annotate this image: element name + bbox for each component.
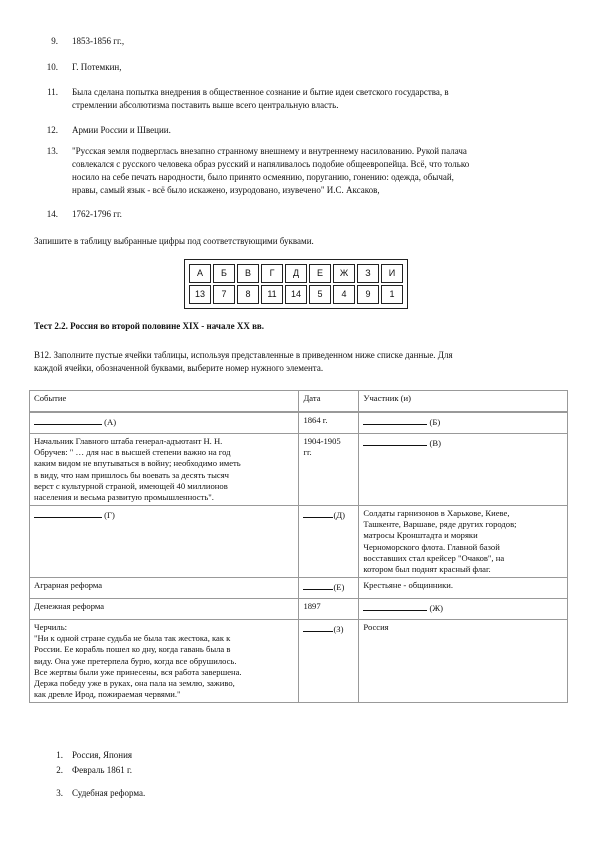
digit-cell[interactable]: 8: [237, 285, 259, 304]
item-number: 12.: [46, 125, 58, 135]
digit-cell[interactable]: 9: [357, 285, 379, 304]
date-cell: 1864 г.: [299, 412, 359, 434]
letter-cell: З: [357, 264, 379, 283]
item-number: 10.: [46, 62, 58, 72]
item-text-line: Была сделана попытка внедрения в общественное сознание и бытие идеи светского государства, в: [72, 87, 449, 97]
date-cell[interactable]: [299, 578, 359, 599]
participant-cell[interactable]: [359, 412, 568, 434]
blank-line: [34, 508, 102, 518]
table-row: [30, 412, 568, 434]
participant-cell[interactable]: [359, 599, 568, 620]
blank-line: [303, 580, 333, 590]
item-text-line: стремлении абсолютизма поставить выше всего центральную власть.: [72, 100, 339, 110]
item-text-line: "Русская земля подверглась внезапно странному внешнему и внутреннему насилованию. Рукой палача: [72, 146, 467, 156]
cell-mark: (Д): [333, 510, 346, 521]
item-number: 9.: [51, 36, 58, 46]
option-number: 1.: [56, 750, 63, 760]
blank-line: [363, 415, 427, 425]
event-cell: Аграрная реформа: [30, 578, 299, 599]
letter-cell: Б: [213, 264, 235, 283]
cell-line: котором был поднят красный флаг.: [363, 563, 491, 574]
date-cell[interactable]: [299, 620, 359, 703]
table-header-row: [30, 391, 568, 413]
option-number: 2.: [56, 765, 63, 775]
item-text: 1853-1856 гг.,: [72, 36, 125, 46]
option-text: Судебная реформа.: [72, 788, 146, 798]
table-row: [30, 620, 568, 703]
cell-line: России. Ее корабль пошел ко дну, когда гавань была в: [34, 644, 231, 655]
cell-mark: (Е): [333, 582, 345, 593]
event-cell: [30, 620, 299, 703]
event-cell: [30, 434, 299, 506]
date-cell: 1897: [299, 599, 359, 620]
cell-mark: (Ж): [429, 603, 443, 614]
cell-mark: (З): [333, 624, 344, 635]
option-text: Февраль 1861 г.: [72, 765, 132, 775]
digit-cell[interactable]: 13: [189, 285, 211, 304]
cell-line: Ташкенте, Варшаве, ряде других городов;: [363, 519, 517, 530]
participant-cell: Крестьяне - общинники.: [359, 578, 568, 599]
option-text: Россия, Япония: [72, 750, 133, 760]
cell-line: гг.: [303, 447, 312, 458]
cell-line: в виду, что нам пришлось бы воевать за десять тысяч: [34, 469, 230, 480]
letter-cell: В: [237, 264, 259, 283]
digit-cell[interactable]: 11: [261, 285, 283, 304]
blank-line: [34, 415, 102, 425]
digit-cell[interactable]: 1: [381, 285, 403, 304]
digit-cell[interactable]: 7: [213, 285, 235, 304]
blank-line: [303, 508, 333, 518]
cell-line: как древле Ирод, пожираемая червями.": [34, 689, 181, 700]
cell-line: Черчиль:: [34, 622, 67, 633]
task-line: каждой ячейки, обозначенной буквами, выберите номер нужного элемента.: [34, 363, 324, 373]
letters-row: [189, 264, 403, 283]
letter-cell: Д: [285, 264, 307, 283]
cell-line: каким видом не впутываться в войну; необходимо иметь: [34, 458, 241, 469]
cell-line: населения и весьма развитую промышленность".: [34, 491, 214, 502]
option-number: 3.: [56, 788, 63, 798]
letter-cell: Ж: [333, 264, 355, 283]
cell-mark: (Б): [429, 417, 441, 427]
letter-cell: Е: [309, 264, 331, 283]
item-text: Г. Потемкин,: [72, 62, 122, 72]
cell-line: верст с культурной страной, имеющей 40 миллионов: [34, 480, 228, 491]
event-cell: Денежная реформа: [30, 599, 299, 620]
cell-line: 1904-1905: [303, 436, 341, 446]
cell-line: виду. Она уже претерпела бурю, когда все обрушилось.: [34, 655, 237, 666]
column-header: Событие: [30, 391, 299, 413]
table-row: [30, 434, 568, 506]
digit-cell[interactable]: 14: [285, 285, 307, 304]
participant-cell: Россия: [359, 620, 568, 703]
letter-cell: Г: [261, 264, 283, 283]
table-row: [30, 578, 568, 599]
events-table: [29, 390, 568, 703]
digit-cell[interactable]: 4: [333, 285, 355, 304]
column-header: Дата: [299, 391, 359, 413]
table-row: [30, 599, 568, 620]
participant-cell[interactable]: [359, 434, 568, 506]
participant-cell: [359, 506, 568, 578]
item-text-line: носило на себе печать народности, было принято осмеянию, поруганию, гонению: одежда, обычай,: [72, 172, 454, 182]
item-text: 1762-1796 гг.: [72, 209, 122, 219]
digits-row: [189, 285, 403, 304]
cell-line: Начальник Главного штаба генерал-адъютант Н. Н.: [34, 436, 223, 446]
test-title: Тест 2.2. Россия во второй половине XIX - начале XX вв.: [34, 321, 265, 331]
digit-cell[interactable]: 5: [309, 285, 331, 304]
item-text: Армии России и Швеции.: [72, 125, 171, 135]
instruction-text: Запишите в таблицу выбранные цифры под соответствующими буквами.: [34, 236, 314, 246]
blank-line: [363, 436, 427, 446]
cell-line: Все жертвы были уже принесены, вся работа завершена.: [34, 666, 242, 677]
answer-grid: [184, 259, 408, 309]
item-text-line: совлекался с русского человека образ русский и напяливалось подобие общеевропейца. Всё, что только: [72, 159, 470, 169]
cell-line: матросы Кронштадта и моряки: [363, 530, 478, 541]
cell-line: Солдаты гарнизонов в Харькове, Киеве,: [363, 508, 510, 519]
cell-line: Держа победу уже в руках, она пала на землю, заживо,: [34, 677, 235, 688]
item-number: 11.: [47, 87, 58, 97]
cell-line: "Ни к одной стране судьба не была так жестока, как к: [34, 633, 231, 644]
task-line: В12. Заполните пустые ячейки таблицы, используя представленные в приведенном ниже списке данные. Для: [34, 350, 453, 360]
cell-line: Черноморского флота. Главной базой: [363, 541, 500, 552]
event-cell[interactable]: [30, 412, 299, 434]
blank-line: [363, 601, 427, 611]
cell-mark: (А): [104, 417, 117, 427]
blank-line: [303, 622, 333, 632]
item-number: 13.: [46, 146, 58, 156]
cell-line: Обручев: " … для нас в высшей степени важно на год: [34, 447, 231, 458]
cell-mark: (В): [429, 438, 441, 448]
letter-cell: А: [189, 264, 211, 283]
date-cell: [299, 434, 359, 506]
date-cell[interactable]: [299, 506, 359, 578]
letter-cell: И: [381, 264, 403, 283]
event-cell[interactable]: [30, 506, 299, 578]
table-row: [30, 506, 568, 578]
cell-mark: (Г): [104, 510, 115, 521]
item-number: 14.: [46, 209, 58, 219]
column-header: Участник (и): [359, 391, 568, 413]
cell-line: восставших стал крейсер "Очаков", на: [363, 552, 505, 563]
item-text-line: нравы, самый язык - всё было искажено, изуродовано, изувечено" И.С. Аксаков,: [72, 185, 380, 195]
